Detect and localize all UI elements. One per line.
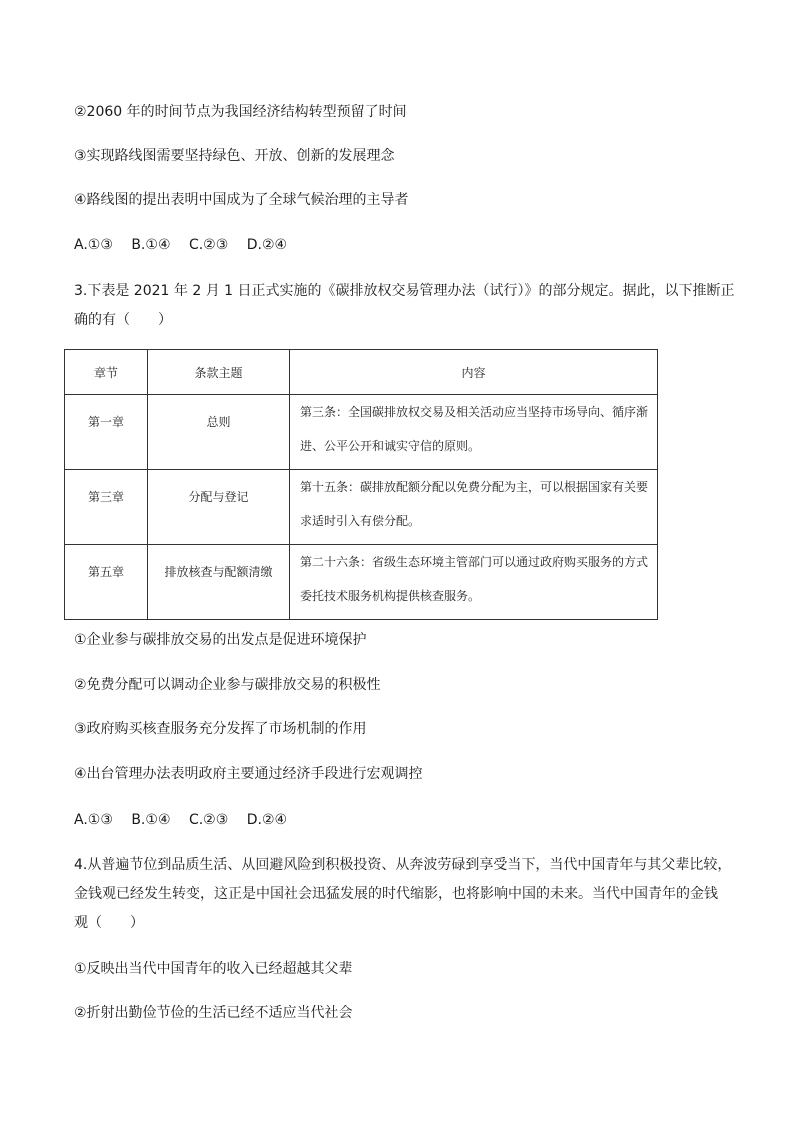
table-row: [65, 395, 658, 470]
table-row: [65, 470, 658, 545]
cell-content: 第十五条：碳排放配额分配以免费分配为主，可以根据国家有关要求适时引入有偿分配。: [300, 480, 649, 528]
q4-option-1: ①反映出当代中国青年的收入已经超越其父辈: [74, 961, 353, 977]
cell-content: 第二十六条：省级生态环境主管部门可以通过政府购买服务的方式委托技术服务机构提供核查服务。: [300, 555, 649, 603]
header-topic: 条款主题: [148, 350, 290, 395]
q2-answer-choices: A.①③ B.①④ C.②③ D.②④: [74, 237, 288, 253]
q4-stem-line-1: 4.从普遍节位到品质生活、从回避风险到积极投资、从奔波劳碌到享受当下，当代中国青年与其父辈比较，: [74, 857, 732, 873]
cell-chapter: 第五章: [87, 565, 124, 579]
option-3-line: ③实现路线图需要坚持绿色、开放、创新的发展理念: [74, 148, 395, 164]
header-chapter: 章节: [65, 350, 148, 395]
header-content: 内容: [290, 350, 658, 395]
cell-chapter: 第一章: [87, 415, 124, 429]
q3-option-4: ④出台管理办法表明政府主要通过经济手段进行宏观调控: [74, 766, 423, 782]
cell-topic: 排放核查与配额清缴: [164, 565, 273, 579]
q3-option-3: ③政府购买核查服务充分发挥了市场机制的作用: [74, 721, 367, 737]
cell-topic: 总则: [206, 415, 231, 429]
option-4-line: ④路线图的提出表明中国成为了全球气候治理的主导者: [74, 192, 409, 208]
cell-chapter: 第三章: [87, 490, 124, 504]
table-header-row: [65, 350, 658, 395]
q3-option-2: ②免费分配可以调动企业参与碳排放交易的积极性: [74, 677, 381, 693]
q4-stem-line-3: 观（ ）: [74, 915, 144, 931]
q3-answer-choices: A.①③ B.①④ C.②③ D.②④: [74, 812, 288, 828]
regulation-table: [64, 349, 658, 620]
table-row: [65, 545, 658, 620]
q3-option-1: ①企业参与碳排放交易的出发点是促进环境保护: [74, 632, 367, 648]
q3-stem-line-1: 3.下表是 2021 年 2 月 1 日正式实施的《碳排放权交易管理办法（试行）》的部分规定。据此，以下推断正: [74, 283, 735, 299]
cell-content: 第三条：全国碳排放权交易及相关活动应当坚持市场导向、循序渐进、公平公开和诚实守信的原则。: [300, 405, 649, 453]
q4-option-2: ②折射出勤俭节俭的生活已经不适应当代社会: [74, 1005, 353, 1021]
option-2-line: ②2060 年的时间节点为我国经济结构转型预留了时间: [74, 104, 407, 120]
q4-stem-line-2: 金钱观已经发生转变，这正是中国社会迅猛发展的时代缩影，也将影响中国的未来。当代中国青年的金钱: [74, 886, 718, 902]
cell-topic: 分配与登记: [188, 490, 249, 504]
q3-stem-line-2: 确的有（ ）: [74, 312, 172, 328]
